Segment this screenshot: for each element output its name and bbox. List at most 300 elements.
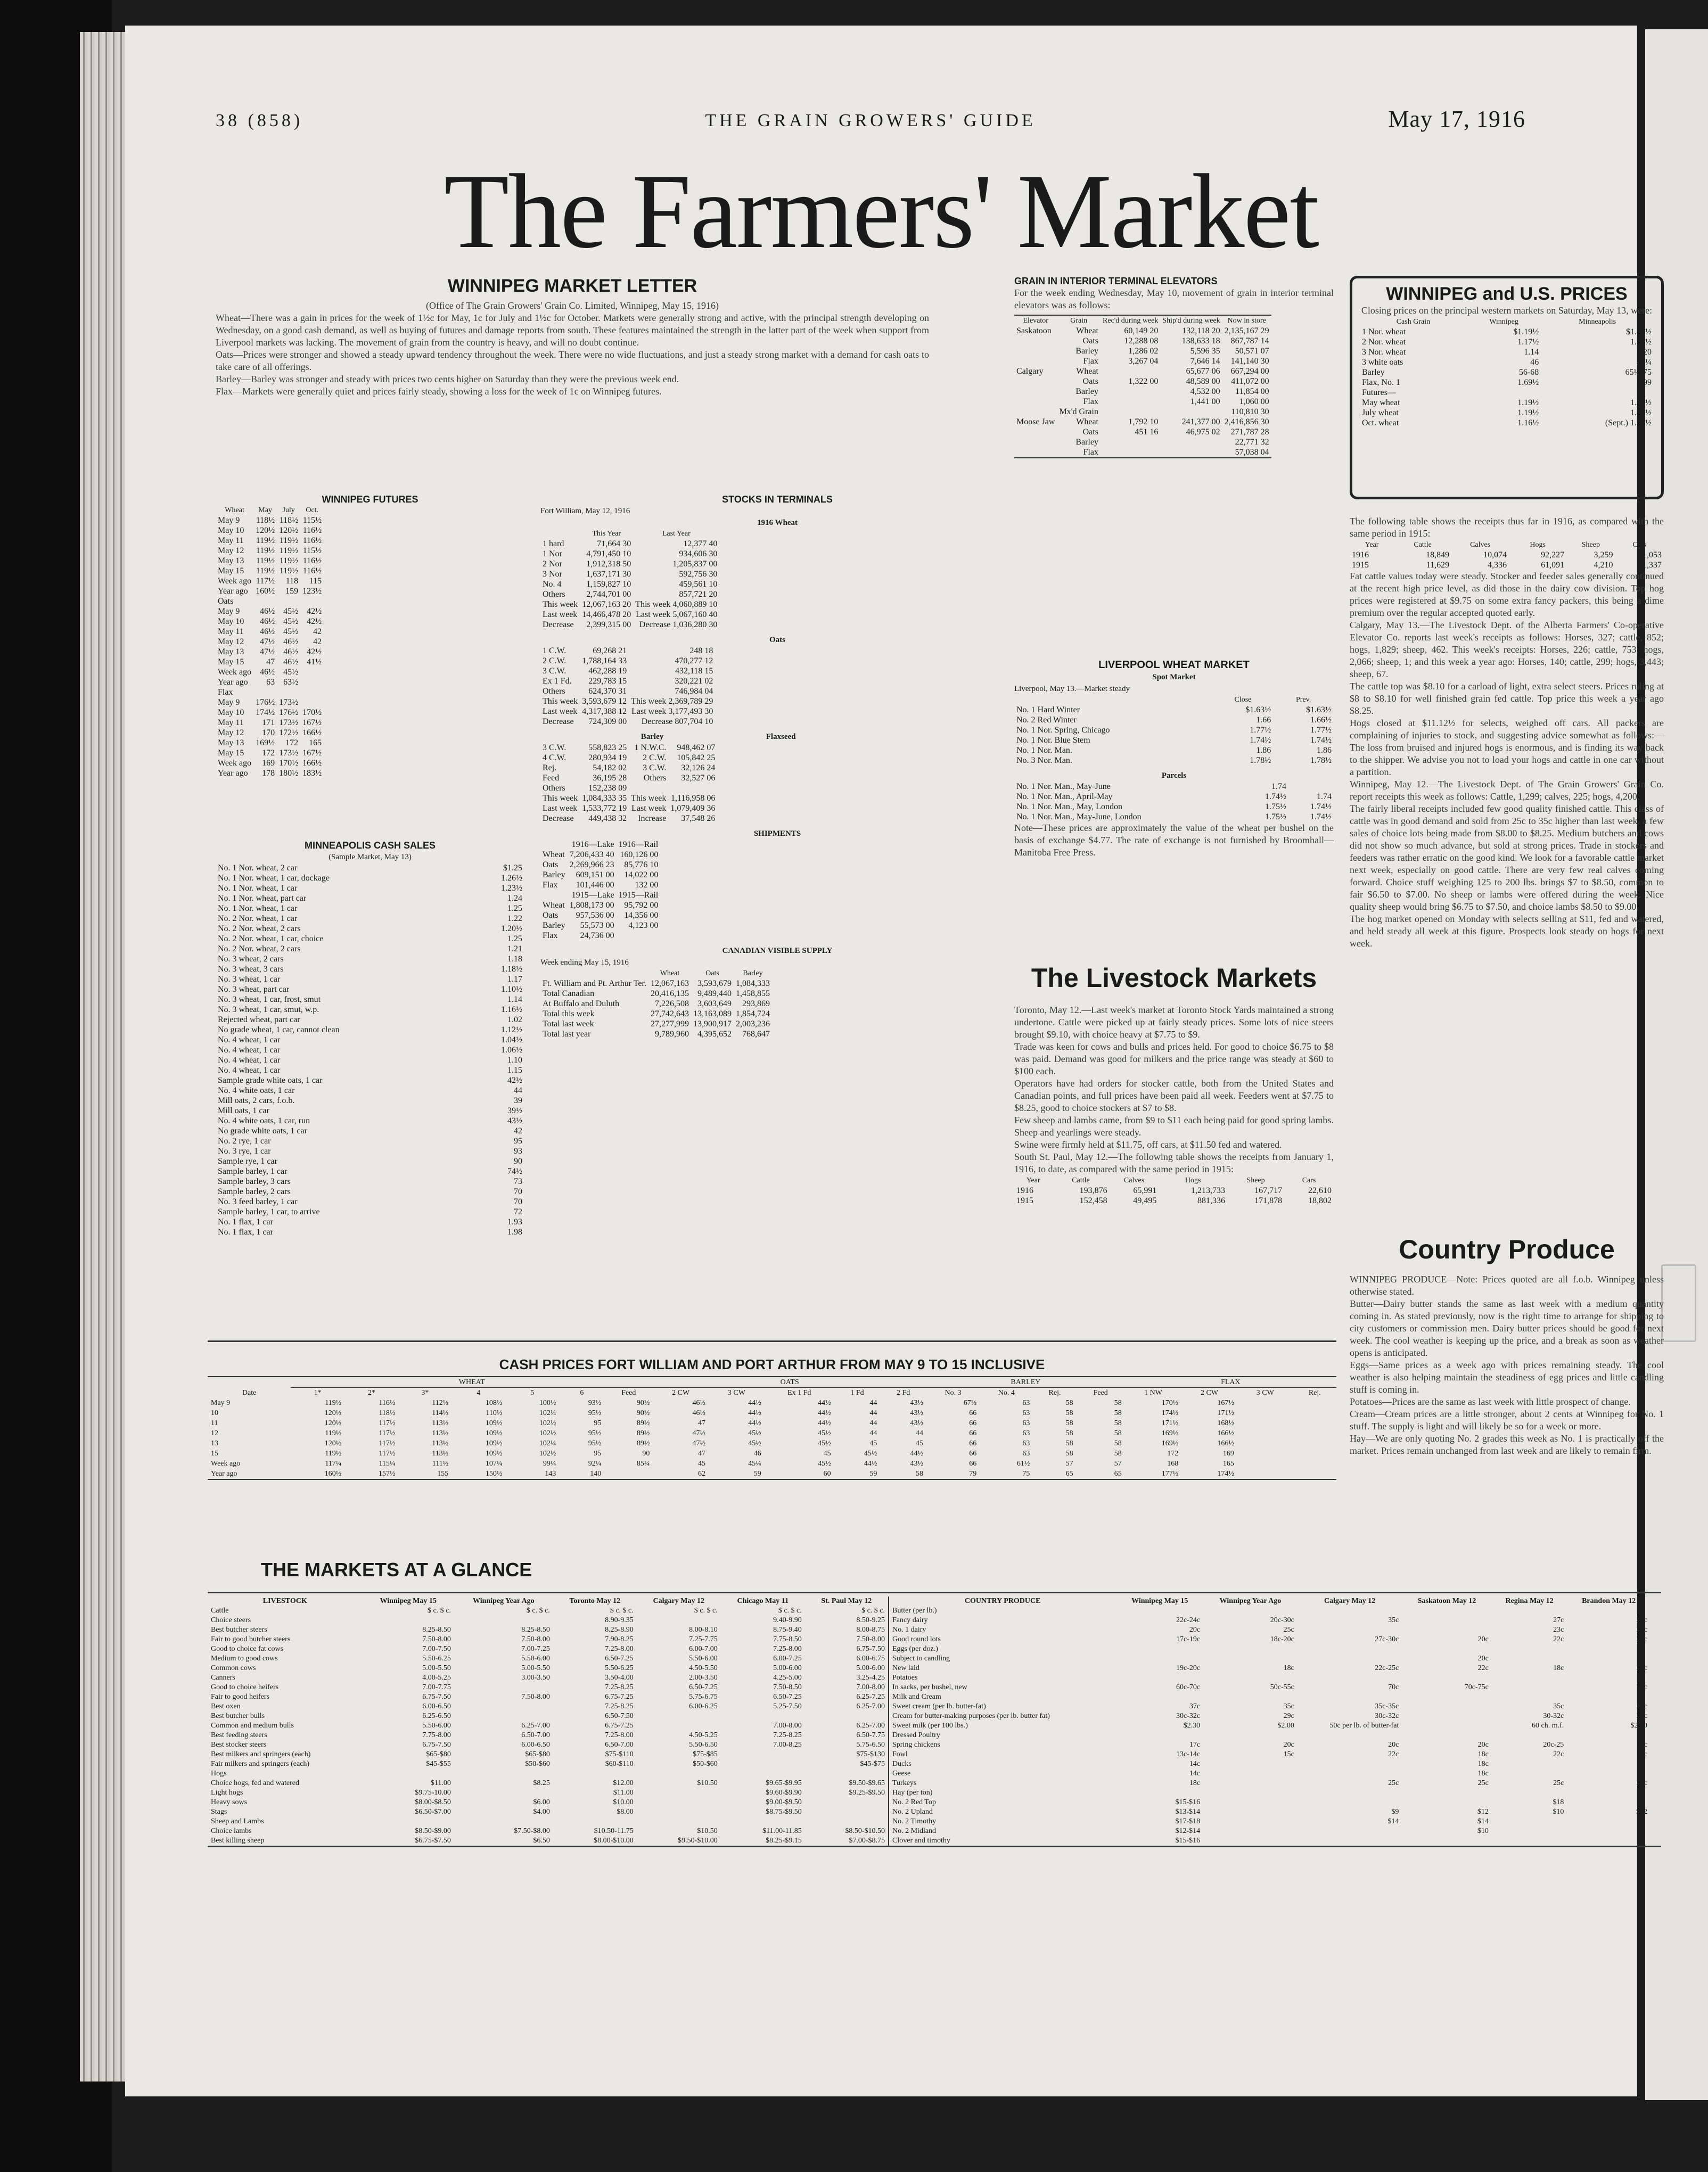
prices-cell (1467, 388, 1541, 398)
futures-cell: 42 (313, 627, 322, 636)
running-header (216, 106, 1525, 143)
cashprices-cell (1237, 1418, 1293, 1428)
terminals-oats-cell: 2 C.W. (543, 656, 566, 665)
glance-produce-cell (1492, 1788, 1567, 1798)
glance-produce-cell (1492, 1673, 1567, 1683)
interior-cell: Flax (1083, 357, 1098, 366)
visible-supply-header: Barley (743, 969, 763, 977)
country-p2: Butter—Dairy butter stands the same as last week with a medium quantity coming in. As stated previously, now is the right time to arrange for shipping to city customers or commission men. Dairy butter prices should be good for next week. The cool weather is keeping up the price, and a break as soon as weather opens is anticipated. (1350, 1298, 1664, 1358)
livestock-receipts-row (1014, 1196, 1334, 1206)
parcels-cell: 1.74½ (1310, 802, 1332, 811)
glance-produce-cell: 20c (1388, 1741, 1399, 1749)
terminals-oats-cell: Last week (543, 707, 578, 716)
prices-cell: (Sept.) 1.16½ (1605, 418, 1652, 427)
glance-produce-cell: New laid (892, 1664, 919, 1672)
futures-cell: 119½ (256, 566, 275, 575)
terminals-oats-cell: 229,783 15 (588, 677, 627, 686)
terminals-oats-cell: Others (543, 687, 565, 696)
glance-livestock-cell: $ c. $ c. (526, 1607, 550, 1615)
cashprices-cell: 109½ (485, 1419, 503, 1427)
page-number: 38 (858) (216, 111, 303, 130)
glance-livestock-cell (637, 1817, 721, 1827)
prices-cell: 43¼ (1637, 358, 1652, 367)
glance-livestock-cell: 5.00-5.50 (422, 1664, 451, 1672)
glance-livestock-cell (637, 1712, 721, 1721)
terminals-wheat-cell: Decrease 1,036,280 30 (639, 620, 718, 629)
glance-produce-cell (1492, 1654, 1567, 1664)
visible-supply-table (540, 968, 772, 1039)
interior-cell (1014, 376, 1057, 386)
liverpool-cell: 1.66 (1256, 715, 1271, 725)
terminals-oats-cell: 248 18 (689, 646, 713, 655)
livestock-p2: Trade was keen for cows and bulls and prices held. For good to choice $6.75 to $8 was paid. Demand was good for milkers and the price range was steady at $60 to $100 each. (1014, 1041, 1334, 1076)
glance-livestock-cell: 8.25-8.90 (605, 1626, 634, 1634)
glance-produce-cell: Cream for butter-making purposes (per lb. butter fat) (892, 1712, 1050, 1720)
terminals-wheat-cell: 2,744,701 00 (586, 590, 631, 599)
glance-livestock-row (208, 1779, 889, 1788)
interior-cell: 3,267 04 (1128, 357, 1159, 366)
interior-cell (1014, 346, 1057, 356)
futures-cell (300, 697, 324, 707)
interior-row (1014, 336, 1271, 346)
prices-cell (1541, 388, 1654, 398)
parcels-cell: No. 1 Nor. Man., May, London (1016, 802, 1122, 811)
cashprices-cell: 66 (969, 1439, 977, 1447)
glance-produce-row (889, 1654, 1650, 1664)
interior-row (1014, 356, 1271, 366)
terminals-oats-row (540, 717, 715, 727)
terminals-oats-cell: 470,277 12 (675, 656, 713, 665)
interior-cell (1014, 336, 1057, 346)
glance-livestock-cell: 7.00-7.50 (422, 1645, 451, 1653)
cash-table (216, 863, 524, 1237)
interior-header: Now in store (1227, 317, 1266, 325)
glance-livestock-cell (454, 1702, 553, 1712)
cashprices-cell (1237, 1428, 1293, 1438)
shipments-cell: 55,573 00 (580, 921, 614, 930)
stock-p4: The cattle top was $8.10 for a carload of light, extra select steers. Prices ruling at $8 to $8.10 for well finished grain fed cattle. Top price this week a year ago $8.25. (1350, 681, 1664, 716)
terminals-oats-title: Oats (769, 636, 785, 644)
glance-produce-cell (1116, 1692, 1203, 1702)
glance-livestock-cell: $12.00 (613, 1779, 634, 1787)
terminals-barley-cell: 1,533,772 19 (582, 804, 627, 813)
visible-supply-row (540, 978, 772, 989)
cash-cell: 1.93 (507, 1217, 522, 1227)
visible-supply-header: Wheat (660, 969, 680, 977)
cashprices-header: 2 CW (1201, 1389, 1219, 1397)
glance-livestock-cell: 7.25-8.00 (605, 1645, 634, 1653)
prices-row (1360, 388, 1654, 398)
cashprices-cell: Year ago (211, 1470, 237, 1478)
stock-p5: Hogs closed at $11.12½ for selects, weighed off cars. All packers are complaining of injuries to stock, and suggesting advice somewhat as follows:—The loss from bruised and injured hogs is enormous, and is finding its way back to the shipper. We advise you not to load your hogs and cattle in one car without a partition. (1350, 718, 1664, 777)
terminals-wheat-table (540, 529, 719, 630)
stock-p8: The hog market opened on Monday with selects selling at $11, fed and watered, and held steady all week at this figure. Prospects look steady on hogs for next week. (1350, 914, 1664, 949)
cashprices-cell: 117½ (379, 1429, 396, 1437)
interior-cell: 667,294 00 (1230, 367, 1269, 376)
cashprices-cell: 120½ (324, 1419, 342, 1427)
interior-cell: 2,416,856 30 (1224, 417, 1269, 426)
glance-produce-cell: 35c-35c (1375, 1702, 1399, 1710)
letter-title: WINNIPEG MARKET LETTER (447, 276, 697, 296)
cashprices-header: Feed (621, 1389, 636, 1397)
cash-cell: 1.10½ (501, 985, 522, 994)
cash-row (216, 914, 524, 924)
glance-produce-cell: 18c-20c (1270, 1635, 1294, 1643)
interior-cell: 65,677 06 (1186, 367, 1220, 376)
glance-produce-cell: 20c-25 (1543, 1741, 1564, 1749)
parcels-cell: No. 1 Nor. Man., May-June (1016, 782, 1111, 791)
stock-receipts-header: Cars (1632, 541, 1647, 549)
stock-receipts-row (1350, 560, 1664, 570)
winnipeg-us-prices (1350, 276, 1664, 499)
glance-livestock-cell: 8.75-9.40 (773, 1626, 802, 1634)
interior-cell: Barley (1075, 438, 1098, 447)
prices-row (1360, 357, 1654, 367)
cashprices-cell: 109½ (485, 1439, 503, 1447)
country-p4: Potatoes—Prices are the same as last week with little prospect of change. (1350, 1396, 1631, 1407)
glance-livestock-cell (637, 1798, 721, 1807)
glance-produce-cell: 25c (1283, 1626, 1294, 1634)
futures-cell: Week ago (218, 759, 252, 768)
futures-cell: 117½ (256, 577, 275, 586)
futures-row (216, 576, 324, 586)
glance-produce-cell: 25c (1553, 1779, 1564, 1787)
glance-livestock-cell: Common cows (211, 1664, 256, 1672)
cash-cell: No. 3 wheat, 3 cars (218, 965, 284, 974)
terminals-wheat-cell: Last week (543, 610, 578, 619)
glance-produce-cell: 20c-30c (1270, 1616, 1294, 1624)
glance-livestock-row (208, 1654, 889, 1664)
stock-receipts-cell: 3,259 (1594, 550, 1613, 560)
futures-cell: Week ago (218, 577, 252, 586)
glance-produce-cell: $15-$16 (1175, 1798, 1201, 1806)
cashprices-cell (1293, 1459, 1336, 1469)
shipments-row (540, 900, 660, 910)
glance-livestock-cell: Sheep and Lambs (211, 1817, 264, 1825)
cash-row (216, 1025, 524, 1035)
glance-produce-cell (1567, 1673, 1650, 1683)
cash-cell: Sample barley, 1 car (218, 1167, 288, 1176)
prices-header: Winnipeg (1489, 318, 1518, 326)
interior-row (1014, 447, 1271, 458)
futures-cell: 118½ (256, 516, 275, 525)
glance-livestock-cell: 6.50-7.25 (605, 1655, 634, 1663)
cashprices-cell: 100½ (539, 1399, 556, 1407)
liverpool-cell: No. 1 Nor. Man. (1016, 746, 1072, 755)
futures-row (216, 616, 324, 627)
glance-livestock-cell: $65-$80 (525, 1750, 550, 1758)
cash-row (216, 944, 524, 954)
terminals-wheat-row (540, 549, 719, 559)
terminals-wheat-cell: 2 Nor (543, 560, 562, 569)
glance-produce-header: COUNTRY PRODUCE (964, 1597, 1041, 1605)
stock-receipts-cell: 11,629 (1426, 561, 1450, 570)
futures-cell: Oats (218, 597, 234, 606)
interior-cell: 60,149 20 (1124, 326, 1159, 335)
glance-produce-cell (1298, 1769, 1402, 1779)
glance-produce-row (889, 1673, 1650, 1683)
glance-produce-cell: 23c (1553, 1626, 1564, 1634)
terminals-wheat-title: 1916 Wheat (757, 519, 798, 527)
glance-produce-cell: $12-$14 (1175, 1827, 1201, 1835)
glance-livestock-cell: $8.75-$9.50 (766, 1808, 802, 1816)
glance-livestock-row (208, 1750, 889, 1759)
cashprices-row (208, 1459, 1336, 1469)
interior-row (1014, 407, 1271, 417)
futures-cell: 118½ (279, 516, 299, 525)
cashprices-cell: 160½ (324, 1470, 342, 1478)
cash-cell: No. 3 wheat, 1 car (218, 975, 281, 984)
glance-livestock-cell: $9.75-10.00 (415, 1789, 451, 1797)
glance-produce-cell (1203, 1836, 1298, 1846)
shipments-cell: Wheat (543, 901, 565, 910)
glance-produce-cell (1492, 1606, 1567, 1616)
glance-produce-cell (1492, 1769, 1567, 1779)
cashprices-cell: 58 (1114, 1429, 1122, 1437)
interior-cell (1101, 407, 1160, 417)
visible-supply-cell: 27,742,643 (650, 1009, 689, 1018)
visible-supply-cell: 1,458,855 (735, 989, 770, 998)
glance-livestock-cell: 7.00-8.00 (856, 1683, 885, 1691)
newspaper-page (125, 26, 1664, 2096)
cashprices-cell: 58 (1114, 1399, 1122, 1407)
cashprices-table (208, 1376, 1336, 1480)
glance-produce-cell: 14c (1189, 1760, 1201, 1768)
futures-cell: 119½ (279, 536, 299, 545)
glance-livestock-cell: $9.50-$9.65 (849, 1779, 885, 1787)
interior-cell (1014, 397, 1057, 407)
futures-row (216, 566, 324, 576)
cashprices-cell: 166½ (1217, 1439, 1234, 1447)
glance-livestock-row (208, 1817, 889, 1827)
glance-produce-cell: Fancy dairy (892, 1616, 928, 1624)
visible-supply-row (540, 1019, 772, 1029)
cashprices-cell: 44½ (818, 1399, 831, 1407)
cashprices-header: 3* (421, 1389, 429, 1397)
glance-livestock-table (208, 1597, 889, 1846)
liverpool-note: Note—These prices are approximately the value of the wheat per bushel on the basis of exchange $4.77. The rate of exchange is not furnished by Broomhall—Manitoba Free Press. (1014, 822, 1334, 858)
cash-cell: Rejected wheat, part car (218, 1015, 300, 1024)
interior-cell: 451 16 (1135, 427, 1159, 437)
cashprices-cell: 117¼ (325, 1460, 342, 1468)
glance-livestock-cell: Best butcher steers (211, 1626, 267, 1634)
terminals-oats-cell: 3,593,679 12 (582, 697, 627, 706)
terminals-barley-row (540, 803, 717, 813)
futures-row (216, 525, 324, 536)
visible-supply-cell: 2,003,236 (735, 1019, 770, 1029)
futures-cell: 46½ (283, 637, 299, 646)
cashprices-cell: 90½ (636, 1399, 650, 1407)
glance-produce-cell (1402, 1692, 1491, 1702)
terminals-wheat-cell: 12,377 40 (683, 539, 718, 548)
glance-livestock-cell: $8.25-$9.15 (766, 1837, 802, 1845)
interior-cell: 271,787 28 (1230, 427, 1269, 437)
cashprices-cell: 59 (869, 1470, 877, 1478)
glance-livestock-row (208, 1798, 889, 1807)
stock-receipts-cell: 1915 (1352, 561, 1369, 570)
interior-cell: 50,571 07 (1235, 347, 1269, 356)
glance-livestock-cell: $60-$110 (605, 1760, 634, 1768)
terminals-wheat-cell: 1,159,827 10 (586, 580, 631, 589)
glance-produce-row (889, 1712, 1650, 1721)
livestock-p5: Swine were firmly held at $11.75, off cars, at $11.50 fed and watered. (1014, 1139, 1282, 1150)
cashprices-cell: 119½ (325, 1399, 342, 1407)
glance-produce-header: Winnipeg Year Ago (1219, 1597, 1282, 1605)
cashprices-cell: 11 (211, 1419, 218, 1427)
glance-produce-cell (1116, 1673, 1203, 1683)
cash-cell: 1.26½ (501, 874, 522, 883)
glance-livestock-cell: Good to choice heifers (211, 1683, 279, 1691)
cashprices-cell: 155 (437, 1470, 449, 1478)
terminals-wheat-cell: 857,721 20 (679, 590, 718, 599)
cashprices-cell: 44½ (910, 1450, 923, 1458)
terminals-oats-cell: This week (543, 697, 578, 706)
glance-produce-row (889, 1807, 1650, 1817)
minneapolis-cash-sales (216, 840, 524, 1237)
cashprices-cell: 63 (1022, 1419, 1030, 1427)
cashprices-cell: 119½ (325, 1450, 342, 1458)
shipments-row (540, 870, 660, 880)
interior-cell: 22,771 32 (1235, 438, 1269, 447)
glance-livestock-row (208, 1635, 889, 1644)
glance-produce-row (889, 1625, 1650, 1635)
glance-livestock-cell: 5.25-7.50 (773, 1702, 802, 1710)
glance-produce-cell: Geese (892, 1770, 911, 1778)
prices-row (1360, 347, 1654, 357)
futures-cell: 46½ (260, 668, 275, 677)
glance-produce-cell: No. 2 Red Top (892, 1798, 936, 1806)
cashprices-cell (1237, 1459, 1293, 1469)
terminals-barley-row (540, 743, 717, 753)
cash-row (216, 1015, 524, 1025)
terminals-wheat-cell: 1 Nor (543, 549, 562, 558)
cash-row (216, 1075, 524, 1085)
visible-supply-cell: Ft. William and Pt. Arthur Ter. (543, 979, 646, 988)
terminals-wheat-cell: 12,067,163 20 (582, 600, 631, 609)
glance-produce-cell: 20c (1477, 1741, 1489, 1749)
cashprices-cell (1293, 1438, 1336, 1449)
prices-cell: 65½-75 (1625, 368, 1652, 377)
stock-p6: Winnipeg, May 12.—The Livestock Dept. of The Grain Growers' Grain Co. report receipts this week as follows: Cattle, 1,299; calves, 225; hogs, 4,200. (1350, 779, 1664, 802)
terminals-wheat-header (540, 529, 580, 539)
liverpool-cell: 1.77½ (1250, 726, 1271, 735)
cashprices-cell: 169½ (1161, 1439, 1179, 1447)
cash-cell: 1.22 (507, 914, 522, 923)
glance-livestock-cell: Cattle (211, 1607, 229, 1615)
livestock-receipts-cell: 167,717 (1254, 1186, 1283, 1195)
cashprices-cell: 90 (642, 1450, 650, 1458)
interior-cell: Calgary (1016, 367, 1044, 376)
cash-cell: No. 4 wheat, 1 car (218, 1046, 281, 1055)
interior-cell (1014, 437, 1057, 447)
terminals-oats-cell: 746,984 04 (675, 687, 713, 696)
liverpool-cell: 1.78½ (1250, 756, 1271, 765)
glance-livestock-cell: 4.50-5.50 (689, 1664, 718, 1672)
cash-cell: 1.98 (507, 1228, 522, 1237)
cashprices-cell: 120½ (324, 1409, 342, 1417)
futures-cell: 46½ (283, 657, 299, 667)
glance-livestock-cell: $65-$80 (426, 1750, 451, 1758)
shipments-row (540, 931, 660, 941)
glance-livestock-header: Chicago May 11 (737, 1597, 789, 1605)
cashprices-cell: 58 (1065, 1419, 1073, 1427)
stock-receipts-header: Hogs (1530, 541, 1546, 549)
cashprices-cell: 169 (1222, 1450, 1234, 1458)
visible-supply-cell: 9,789,960 (654, 1030, 689, 1039)
glance-livestock-cell: 6.25-7.00 (856, 1722, 885, 1730)
futures-cell: 176½ (279, 708, 299, 717)
letter-wheat: Wheat—There was a gain in prices for the week of 1½c for May, 1c for July and 1½c for October. Markets were generally strong and active, with the principal strength developing on Wednesday, on a good cash demand, as well as buying of futures and damage reports from south. These features maintained the strength in the latter part of the week when support from Liverpool markets was lacking. The movement of grain from the country is heavy, and will no doubt continue. (216, 312, 929, 348)
glance-produce-header: Saskatoon May 12 (1417, 1597, 1476, 1605)
glance-livestock-cell (363, 1817, 454, 1827)
shipments-cell: 132 00 (635, 881, 659, 890)
parcels-cell: 1.75½ (1264, 802, 1286, 811)
futures-cell: 116½ (302, 526, 322, 535)
shipments-cell: 609,151 00 (576, 870, 614, 879)
futures-cell: May 11 (218, 627, 244, 636)
interior-cell: Wheat (1076, 367, 1098, 376)
glance-livestock-cell: 7.25-8.25 (605, 1683, 634, 1691)
glance-produce-cell (1567, 1654, 1650, 1664)
glance-produce-cell: 60c-70c (1176, 1683, 1201, 1691)
interior-cell: 1,060 00 (1239, 397, 1269, 406)
futures-cell: 178 (262, 769, 275, 778)
cashprices-cell: Week ago (211, 1460, 241, 1468)
glance-livestock-cell: $8.00-$8.50 (415, 1798, 451, 1806)
cashprices-cell: 44 (869, 1399, 877, 1407)
futures-cell: May 15 (218, 748, 244, 758)
stock-receipts-row (1350, 550, 1664, 560)
glance-livestock-cell: 7.25-8.25 (773, 1731, 802, 1739)
cash-row (216, 974, 524, 984)
glance-produce-cell: 20c (1636, 1779, 1647, 1787)
glance-livestock-cell: $ c. $ c. (778, 1607, 802, 1615)
interior-cell: 2,135,167 29 (1224, 326, 1269, 335)
glance-produce-cell (1567, 1788, 1650, 1798)
futures-cell: 45½ (283, 607, 299, 616)
cashprices-cell: 44½ (818, 1409, 831, 1417)
cashprices-cell (1293, 1449, 1336, 1459)
cashprices-cell: 44½ (748, 1419, 761, 1427)
futures-cell: May 12 (218, 728, 244, 737)
cash-cell: 1.18½ (501, 965, 522, 974)
prices-cell: Futures— (1362, 388, 1396, 397)
cashprices-title: CASH PRICES FORT WILLIAM AND PORT ARTHUR FROM MAY 9 TO 15 INCLUSIVE (499, 1356, 1045, 1372)
glance-livestock-cell: Light hogs (211, 1789, 243, 1797)
visible-supply-cell: 9,489,440 (697, 989, 732, 998)
futures-cell: 166½ (302, 759, 322, 768)
cashprices-cell (604, 1469, 653, 1479)
glance-livestock-cell: 6.50-7.50 (605, 1712, 634, 1720)
cashprices-group: BARLEY (926, 1377, 1125, 1388)
glance-livestock-cell: Canners (211, 1674, 235, 1682)
terminals-oats-cell: 69,268 21 (593, 646, 627, 655)
cash-cell: $1.25 (503, 863, 522, 873)
cashprices-cell (1293, 1418, 1336, 1428)
glance-livestock-cell: $75-$110 (605, 1750, 634, 1758)
cash-cell: 43½ (507, 1116, 522, 1125)
parcels-cell: 1.74½ (1310, 812, 1332, 821)
glance-livestock-cell (805, 1807, 889, 1817)
glance-livestock-cell: 4.50-5.25 (689, 1731, 718, 1739)
glance-livestock-cell: 6.50-7.00 (521, 1731, 550, 1739)
glance-livestock-cell: Fair to good butcher steers (211, 1635, 291, 1643)
glance-livestock-cell: 6.00-7.00 (689, 1645, 718, 1653)
cash-cell: No. 1 Nor. wheat, 1 car, dockage (218, 874, 330, 883)
glance-livestock-cell (363, 1616, 454, 1625)
glance-produce-cell: 18c (1553, 1664, 1564, 1672)
glance-livestock-cell (805, 1769, 889, 1779)
